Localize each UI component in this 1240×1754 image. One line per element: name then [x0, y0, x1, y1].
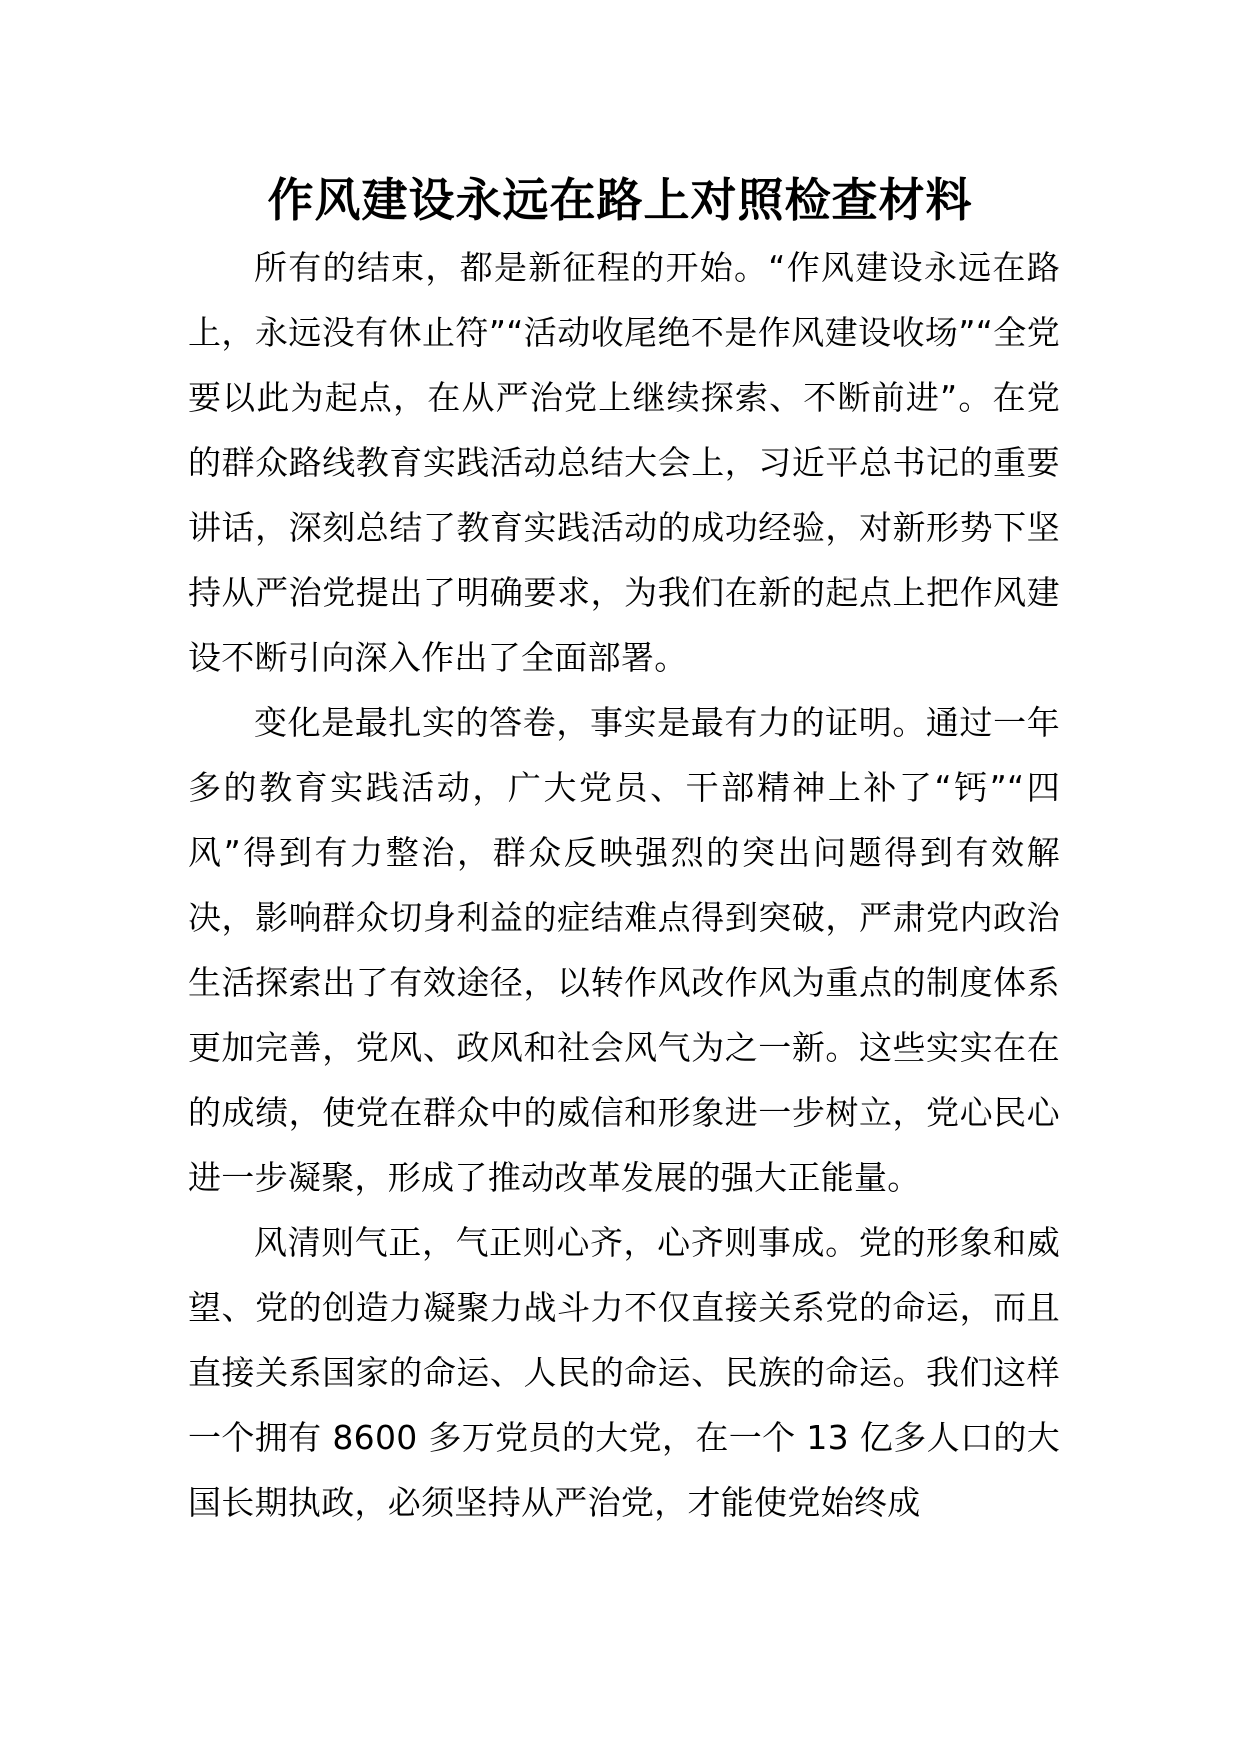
document-title: 作风建设永远在路上对照检查材料 — [267, 173, 973, 227]
paragraph: 所有的结束，都是新征程的开始。“作风建设永远在路上，永远没有休止符”“活动收尾绝不是作风建设收场”“全党要以此为起点，在从严治党上继续探索、不断前进”。在党的群众路线教育实践活动总结大会上，习近平总书记的重要讲话，深刻总结了教育实践活动的成功经验，对新形势下坚持从严治党提出了明确要求，为我们在新的起点上把作风建设不断引向深入作出了全面部署。 — [188, 248, 1060, 677]
paragraph: 风清则气正，气正则心齐，心齐则事成。党的形象和威望、党的创造力凝聚力战斗力不仅直接关系党的命运，而且直接关系国家的命运、人民的命运、民族的命运。我们这样一个拥有 8600 多万党员的大党，在一个 13 亿多人口的大国长期执政，必须坚持从严治党，才能使党始终成 — [188, 1223, 1060, 1522]
document-body — [188, 235, 1060, 1535]
paragraph: 变化是最扎实的答卷，事实是最有力的证明。通过一年多的教育实践活动，广大党员、干部精神上补了“钙”“四风”得到有力整治，群众反映强烈的突出问题得到有效解决，影响群众切身利益的症结难点得到突破，严肃党内政治生活探索出了有效途径，以转作风改作风为重点的制度体系更加完善，党风、政风和社会风气为之一新。这些实实在在的成绩，使党在群众中的威信和形象进一步树立，党心民心进一步凝聚，形成了推动改革发展的强大正能量。 — [188, 703, 1060, 1197]
